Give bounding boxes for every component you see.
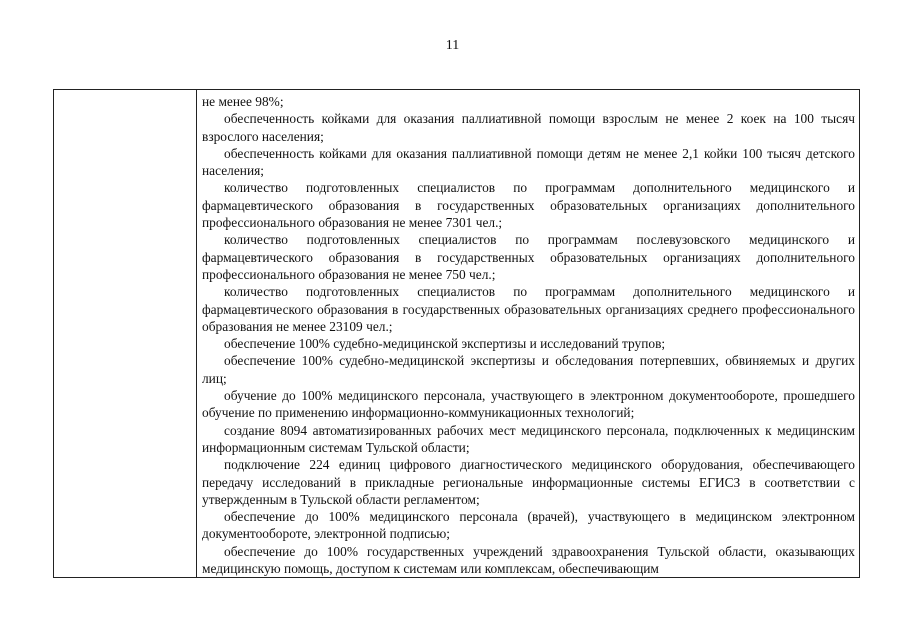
table-row [54, 90, 860, 578]
paragraph: создание 8094 автоматизированных рабочих мест медицинского персонала, подключенных к медицинским информационным системам Тульской области; [202, 422, 855, 455]
paragraph: подключение 224 единиц цифрового диагностического медицинского оборудования, обеспечивающего передачу исследований в прикладные региональные информационные системы ЕГИСЗ в соответствии с утвержденным в Тульской области регламентом; [202, 457, 855, 507]
paragraph: обеспечение до 100% медицинского персонала (врачей), участвующего в медицинском электронном документообороте, электронной подписью; [202, 509, 855, 542]
paragraph: количество подготовленных специалистов по программам послевузовского медицинского и фармацевтического образования в государственных образовательных организациях дополнительного профессионального образования не менее 750 чел.; [202, 232, 855, 282]
cell-text [197, 90, 859, 577]
content-table [53, 89, 860, 578]
paragraph: обеспечение 100% судебно-медицинской экспертизы и исследований трупов; [224, 336, 666, 352]
paragraph: обучение до 100% медицинского персонала, участвующего в электронном документообороте, прошедшего обучение по применению информационно-коммуникационных технологий; [202, 388, 855, 421]
left-column-cell [54, 90, 197, 578]
right-column-cell [197, 90, 860, 578]
paragraph: обеспечение до 100% государственных учреждений здравоохранения Тульской области, оказывающих медицинскую помощь, доступом к системам или комплексам, обеспечивающим [202, 543, 855, 577]
paragraph: не менее 98%; [202, 94, 284, 109]
paragraph: обеспеченность койками для оказания паллиативной помощи детям не менее 2,1 койки 100 тысяч детского населения; [202, 145, 855, 179]
paragraph: количество подготовленных специалистов по программам дополнительного медицинского и фармацевтического образования в государственных образовательных организациях дополнительного профессионального образования не менее 7301 чел.; [202, 180, 855, 231]
paragraph: количество подготовленных специалистов по программам дополнительного медицинского и фармацевтического образования в государственных образовательных организациях среднего профессионального образования не менее 23109 чел.; [202, 284, 855, 334]
paragraph: обеспеченность койками для оказания паллиативной помощи взрослым не менее 2 коек на 100 тысяч взрослого населения; [202, 111, 855, 144]
paragraph: обеспечение 100% судебно-медицинской экспертизы и обследования потерпевших, обвиняемых и других лиц; [202, 353, 855, 386]
page-number: 11 [445, 38, 460, 53]
